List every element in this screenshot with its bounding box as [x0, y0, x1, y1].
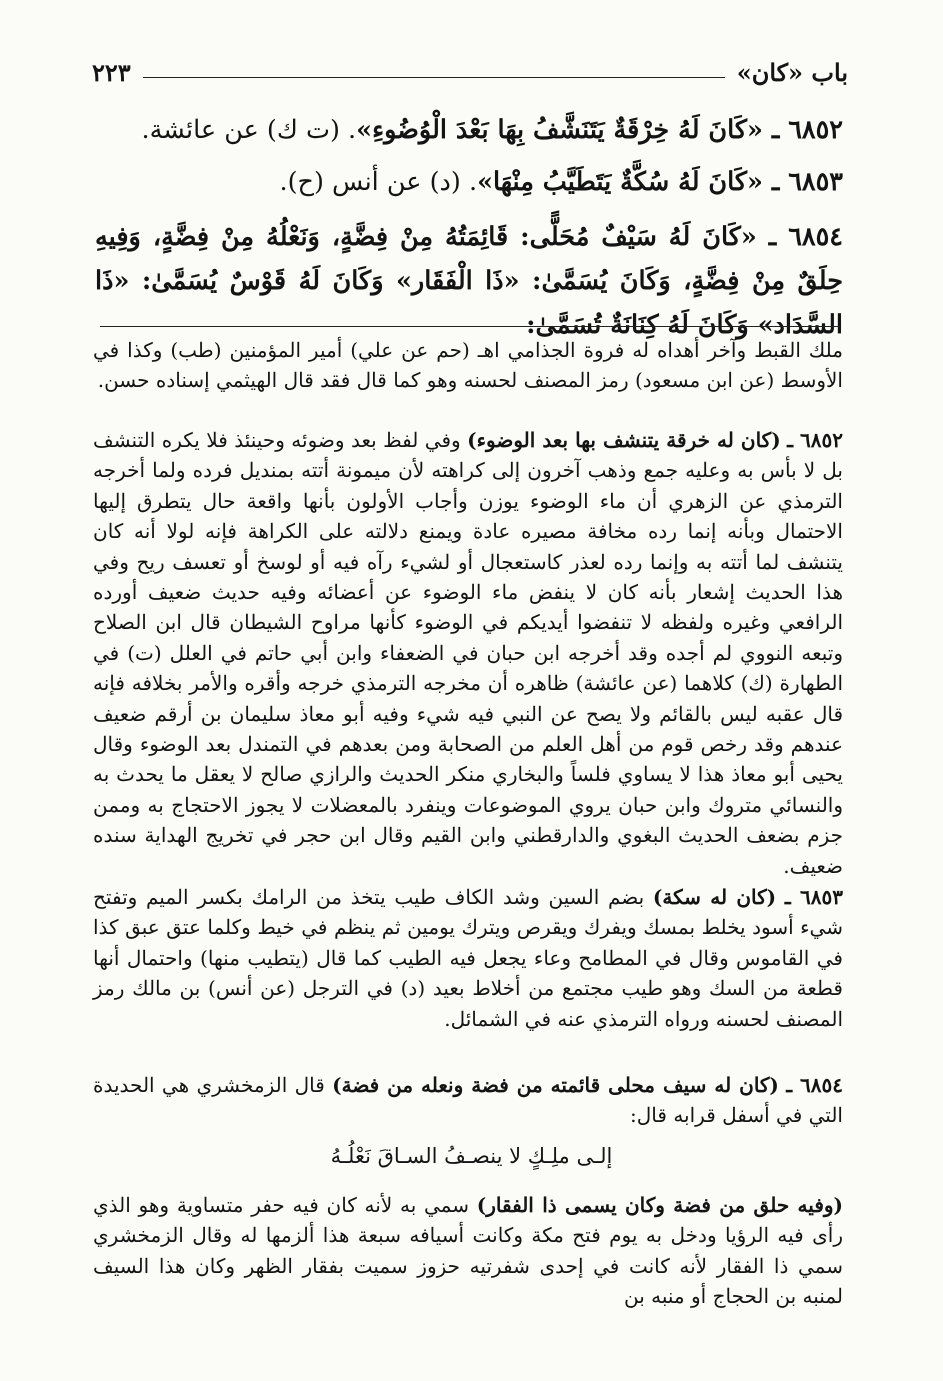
- commentary-intro: ملك القبط وآخر أهداه له فروة الجذامي اهـ (حم عن علي) أمير المؤمنين (طب) وكذا في الأوسط (عن ابن مسعود) رمز المصنف لحسنه وهو كما قال فقد قال الهيثمي إسناده حسن.: [93, 338, 843, 393]
- commentary-number: ٦٨٥٣ ـ: [784, 885, 844, 909]
- commentary-6854-continued: [93, 1190, 843, 1312]
- commentary-text: وفي لفظ بعد وضوئه وحينئذ فلا يكره التنشف بل لا بأس به وعليه جمع وذهب آخرون إلى كراهته لأن ميمونة أتته بمنديل فرده ولما أخرجه الترمذي عن الزهري أن ماء الوضوء يوزن وأجاب الأولون بأنها واقعة حال يتطرق إليها الاحتمال وبأنه إنما رده مخافة مصيره عادة ويمنع دلالته على الكراهة فإنه لولا أنه كان يتنشف لما أتته به وإنما رده لعذر كاستعجال أو لشيء رآه فيه أو لوسخ أو تعسف ريح وفي هذا الحديث إشعار بأنه كان لا ينفض ماء الوضوء عن أعضائه وفيه حديث ضعيف أورده الرافعي وغيره ولفظه لا تنفضوا أيديكم في الوضوء كأنها مراوح الشيطان قال ابن الصلاح وتبعه النووي لم أجده وقد أخرجه ابن حبان في الضعفاء وابن أبي حاتم في العلل (ت) في الطهارة (ك) كلاهما (عن عائشة) ظاهره أن مخرجه الترمذي خرجه وأقره والأمر بخلافه فإنه قال عقبه ليس بالقائم ولا يصح عن النبي فيه شيء وفيه أبو معاذ سليمان بن أرقم ضعيف عندهم وقد رخص قوم من أهل العلم من الصحابة ومن بعدهم في التمندل بعد الوضوء وقال يحيى أبو معاذ هذا لا يساوي فلساً والبخاري منكر الحديث والرازي صالح لا يعقل ما يحدث به والنسائي متروك وابن حبان يروي الموضوعات وينفرد بالمعضلات لا يجوز الاحتجاج به وممن جزم بضعف الحديث البغوي والدارقطني وابن القيم وقال ابن حجر في تخريج الهداية سنده ضعيف.: [93, 428, 843, 878]
- commentary-6854: [93, 1070, 843, 1131]
- poetry-verse: إلـى ملِـكٍ لا ينصـفُ السـاقَ نَعْلُـهُ: [330, 1144, 613, 1168]
- commentary-ref: (كان له خرقة يتنشف بها بعد الوضوء): [467, 428, 781, 452]
- commentary-ref: (وفيه حلق من فضة وكان يسمى ذا الفقار): [476, 1193, 843, 1217]
- hadith-text: «كَانَ لَهُ خِرْقَةٌ يَتَنَشَّفُ بِهَا بَعْدَ الْوُضُوءِ»: [356, 115, 763, 145]
- header-rule: [143, 77, 725, 78]
- hadith-number: ٦٨٥٤: [788, 222, 843, 252]
- hadith-text: «كَانَ لَهُ سَيْفٌ مُحَلًّى: قَائِمَتُهُ مِنْ فِضَّةٍ، وَنَعْلُهُ مِنْ فِضَّةٍ، وَفِيهِ حِلَقٌ مِنْ فِضَّةٍ، وَكَانَ يُسَمَّىٰ: «ذَا الْفَقَار» وَكَانَ لَهُ قَوْسٌ يُسَمَّىٰ: «ذَا السَّدَاد» وَكَانَ لَهُ كِنَانَةٌ تُسَمَّىٰ:: [95, 222, 843, 340]
- commentary-text: بضم السين وشد الكاف طيب يتخذ من الرامك بكسر الميم وتفتح شيء أسود يخلط بمسك ويفرك ويقرص ويترك يومين ثم ينظم في خيط وكلما عتق عبق كذا في القاموس وقال في المطامح وعاء يجعل فيه الطيب كما قال (يتطيب منها) واحتمال أنها قطعة من السك وهو طيب مجتمع من أخلاط بعيد (د) في الترجل (عن أنس) بن مالك رمز المصنف لحسنه ورواه الترمذي عنه في الشمائل.: [93, 885, 843, 1031]
- commentary-number: ٦٨٥٢ ـ: [787, 428, 843, 452]
- page-header: [92, 52, 848, 92]
- hadith-number: ٦٨٥٢: [788, 115, 843, 145]
- hadith-6853: ٦٨٥٣ ـ «كَانَ لَهُ سُكَّةٌ يَتَطَيَّبُ مِنْهَا». (د) عن أنس (ح).: [279, 167, 843, 197]
- chapter-title: باب «كان»: [736, 57, 848, 87]
- page-number: ٢٢٣: [92, 57, 131, 87]
- commentary-number: ٦٨٥٤ ـ: [786, 1073, 843, 1097]
- hadith-source: . (ت ك) عن عائشة.: [141, 115, 357, 145]
- commentary-text: قال الزمخشري هي الحديدة التي في أسفل قرابه قال:: [93, 1073, 843, 1128]
- hadith-number: ٦٨٥٣: [788, 167, 843, 197]
- hadith-text: «كَانَ لَهُ سُكَّةٌ يَتَطَيَّبُ مِنْهَا»: [477, 167, 763, 197]
- footnote-separator: [100, 326, 840, 327]
- commentary-6853: [93, 882, 843, 1034]
- commentary-ref: (كان له سيف محلى قائمته من فضة ونعله من فضة): [332, 1073, 779, 1097]
- hadith-6852: ٦٨٥٢ ـ «كَانَ لَهُ خِرْقَةٌ يَتَنَشَّفُ بِهَا بَعْدَ الْوُضُوءِ». (ت ك) عن عائشة.: [141, 115, 843, 145]
- commentary-text: سمي به لأنه كان فيه حفر متساوية وهو الذي رأى فيه الرؤيا ودخل به يوم فتح مكة وكانت أسيافه سبعة هذا ألزمها له وقال الزمخشري سمي ذا الفقار لأنه كانت في إحدى شفرتيه حزوز سميت بفقار الظهر وكان هذا السيف لمنبه بن الحجاج أو منبه بن: [93, 1193, 843, 1309]
- commentary-6852: [93, 425, 843, 881]
- commentary-ref: (كان له سكة): [652, 885, 777, 909]
- hadith-source: . (د) عن أنس (ح).: [279, 167, 478, 197]
- hadith-6854: ٦٨٥٤ ـ «كَانَ لَهُ سَيْفٌ مُحَلًّى: قَائِمَتُهُ مِنْ فِضَّةٍ، وَنَعْلُهُ مِنْ فِضَّةٍ، وَفِيهِ حِلَقٌ مِنْ فِضَّةٍ، وَكَانَ يُسَمَّىٰ: «ذَا الْفَقَار» وَكَانَ لَهُ قَوْسٌ يُسَمَّىٰ: «ذَا السَّدَاد» وَكَانَ لَهُ كِنَانَةٌ تُسَمَّىٰ:: [95, 222, 843, 340]
